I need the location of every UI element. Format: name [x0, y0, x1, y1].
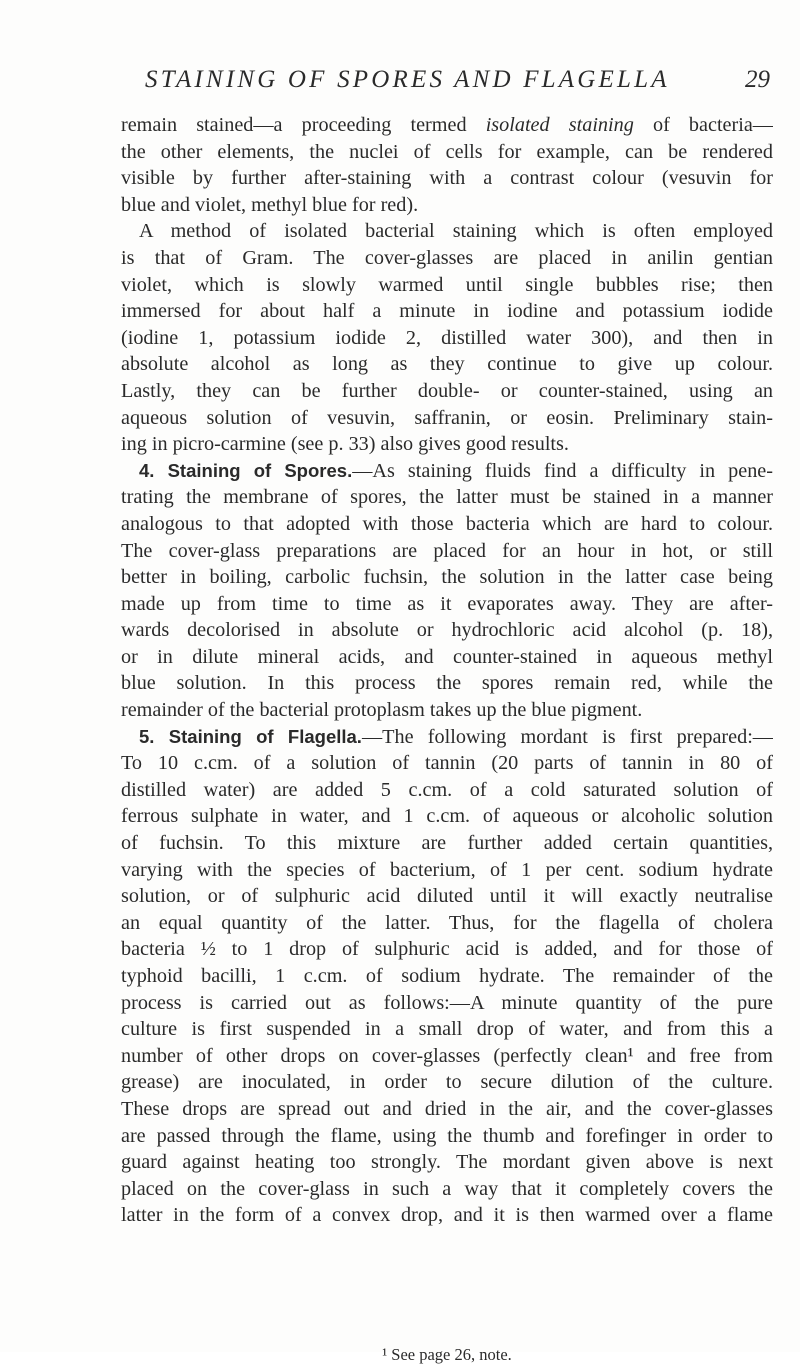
text-line: (iodine 1, potassium iodide 2, distilled water 300), and then in [121, 326, 773, 349]
text-line: ing in picro-carmine (see p. 33) also gives good results. [121, 433, 569, 456]
text-line: of fuchsin. To this mixture are further added certain quantities, [121, 832, 773, 855]
text-line: placed on the cover-glass in such a way that it completely covers the [121, 1177, 773, 1200]
text-line: grease) are inoculated, in order to secure dilution of the culture. [121, 1071, 773, 1094]
text-line: visible by further after-staining with a contrast colour (vesuvin for [121, 167, 773, 190]
text-line: ferrous sulphate in water, and 1 c.cm. of aqueous or alcoholic solution [121, 805, 773, 828]
text-line: blue and violet, methyl blue for red). [121, 193, 419, 216]
text-line: guard against heating too strongly. The mordant given above is next [121, 1151, 773, 1174]
page-number: 29 [745, 66, 770, 93]
running-head [120, 66, 770, 100]
text-line: solution, or of sulphuric acid diluted until it will exactly neutralise [121, 885, 773, 908]
text-line: absolute alcohol as long as they continue to give up colour. [121, 353, 773, 376]
running-title: STAINING OF SPORES AND FLAGELLA [145, 66, 670, 93]
text-line: A method of isolated bacterial staining which is often employed [139, 220, 773, 243]
text-line: latter in the form of a convex drop, and it is then warmed over a flame [121, 1204, 773, 1227]
text-line: aqueous solution of vesuvin, saffranin, or eosin. Preliminary stain- [121, 406, 773, 429]
text-line: 4. Staining of Spores.—As staining fluids find a difficulty in pene- [139, 459, 773, 482]
text-line: These drops are spread out and dried in the air, and the cover-glasses [121, 1097, 773, 1120]
text-line: 5. Staining of Flagella.—The following mordant is first prepared:— [139, 725, 773, 748]
text-line: The cover-glass preparations are placed for an hour in hot, or still [121, 539, 773, 562]
text-line: or in dilute mineral acids, and counter-stained in aqueous methyl [121, 645, 773, 668]
text-line: To 10 c.cm. of a solution of tannin (20 parts of tannin in 80 of [121, 752, 773, 775]
text-line: typhoid bacilli, 1 c.cm. of sodium hydrate. The remainder of the [121, 965, 773, 987]
text-line: blue solution. In this process the spores remain red, while the [121, 672, 773, 695]
text-line: an equal quantity of the latter. Thus, for the flagella of cholera [121, 911, 773, 934]
text-line: process is carried out as follows:—A minute quantity of the pure [121, 991, 773, 1014]
text-line: Lastly, they can be further double- or counter-stained, using an [121, 379, 773, 402]
text-line: made up from time to time as it evaporates away. They are after- [121, 592, 773, 615]
text-line: wards decolorised in absolute or hydrochloric acid alcohol (p. 18), [121, 619, 773, 642]
text-line: distilled water) are added 5 c.cm. of a cold saturated solution of [121, 778, 773, 801]
text-line: remainder of the bacterial protoplasm takes up the blue pigment. [121, 699, 643, 722]
text-line: are passed through the flame, using the thumb and forefinger in order to [121, 1124, 773, 1147]
text-line: is that of Gram. The cover-glasses are placed in anilin gentian [121, 246, 773, 269]
text-line: violet, which is slowly warmed until single bubbles rise; then [121, 273, 773, 296]
body-text [121, 112, 773, 1364]
text-line: immersed for about half a minute in iodine and potassium iodide [121, 300, 773, 323]
text-line: trating the membrane of spores, the latter must be stained in a manner [121, 486, 773, 509]
text-line: number of other drops on cover-glasses (perfectly clean¹ and free from [121, 1044, 773, 1067]
text-line: culture is first suspended in a small drop of water, and from this a [121, 1018, 773, 1041]
text-lines [121, 112, 773, 1229]
footnote: ¹ See page 26, note. [382, 1345, 512, 1364]
text-line: varying with the species of bacterium, of 1 per cent. sodium hydrate [121, 858, 773, 881]
text-line: better in boiling, carbolic fuchsin, the solution in the latter case being [121, 566, 773, 589]
text-line: remain stained—a proceeding termed isolated staining of bacteria— [121, 114, 773, 136]
text-line: bacteria ½ to 1 drop of sulphuric acid is added, and for those of [121, 938, 773, 961]
text-line: analogous to that adopted with those bacteria which are hard to colour. [121, 512, 773, 535]
text-line: the other elements, the nuclei of cells for example, can be rendered [121, 140, 773, 163]
